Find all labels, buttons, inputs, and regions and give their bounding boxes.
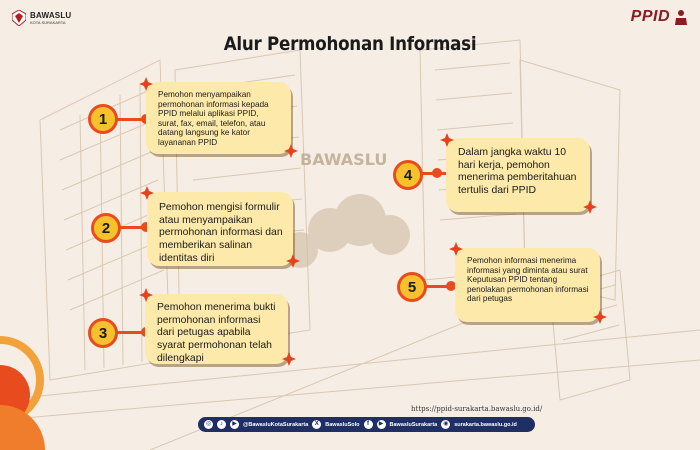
- footer-url[interactable]: https://ppid-surakarta.bawaslu.go.id/: [411, 405, 543, 413]
- sparkle-icon: [449, 242, 463, 256]
- sparkle-icon: [583, 200, 597, 214]
- sparkle-icon: [140, 186, 154, 200]
- step-2-number: 2: [91, 213, 121, 243]
- youtube-icon[interactable]: ▶: [377, 420, 386, 429]
- step-4-dot: [432, 168, 442, 178]
- step-2-box: Pemohon mengisi formulir atau menyampaikan permohonan informasi dan memberikan salinan identitas diri: [147, 192, 293, 266]
- org-name: BAWASLU: [30, 10, 72, 20]
- social-web-label[interactable]: surakarta.bawaslu.go.id: [454, 421, 517, 428]
- social-x-label[interactable]: BawasluSolo: [325, 421, 360, 428]
- x-icon[interactable]: X: [312, 420, 321, 429]
- decorative-circles: [0, 320, 60, 450]
- facebook-icon[interactable]: f: [364, 420, 373, 429]
- ppid-logo: [631, 8, 688, 26]
- step-5-number: 5: [397, 272, 427, 302]
- youtube-icon[interactable]: ▶: [230, 420, 239, 429]
- step-4-number: 4: [393, 160, 423, 190]
- step-3-box: Pemohon menerima bukti permohonan informasi dari petugas apabila syarat permohonan telah dilengkapi: [145, 294, 288, 364]
- instagram-icon[interactable]: ◎: [205, 421, 212, 427]
- page-title: Alur Permohonan Informasi: [223, 33, 477, 55]
- sparkle-icon: [284, 144, 298, 158]
- sparkle-icon: [440, 133, 454, 147]
- step-1-box: Pemohon menyampaikan permohonan informasi kepada PPID melalui aplikasi PPID, surat, fax, email, telefon, atau datang langsung ke kator layananan PPID: [146, 82, 291, 154]
- social-bar: [198, 417, 535, 432]
- sparkle-icon: [593, 310, 607, 324]
- background-sign-text: BAWASLU: [300, 150, 388, 169]
- social-instagram-label[interactable]: @BawasluKotaSurakarta: [243, 421, 309, 428]
- ppid-label: PPID: [630, 8, 670, 25]
- ppid-person-icon: [674, 9, 688, 25]
- sparkle-icon: [286, 254, 300, 268]
- step-3-number: 3: [88, 318, 118, 348]
- step-5-box: Pemohon informasi menerima informasi yang diminta atau surat Keputusan PPID tentang penolakan permohonan informasi dari petugas: [455, 248, 600, 322]
- sparkle-icon: [139, 288, 153, 302]
- org-subtitle: KOTA SURAKARTA: [30, 19, 66, 25]
- web-icon[interactable]: ◉: [443, 421, 449, 427]
- social-facebook-label[interactable]: BawasluSurakarta: [389, 421, 438, 428]
- bawaslu-emblem-icon: [12, 10, 26, 26]
- bawaslu-logo: [12, 10, 71, 26]
- tiktok-icon[interactable]: ♪: [217, 420, 226, 429]
- sparkle-icon: [139, 77, 153, 91]
- step-1-number: 1: [88, 104, 118, 134]
- sparkle-icon: [282, 352, 296, 366]
- step-4-box: Dalam jangka waktu 10 hari kerja, pemohon menerima pemberitahuan tertulis dari PPID: [446, 138, 590, 212]
